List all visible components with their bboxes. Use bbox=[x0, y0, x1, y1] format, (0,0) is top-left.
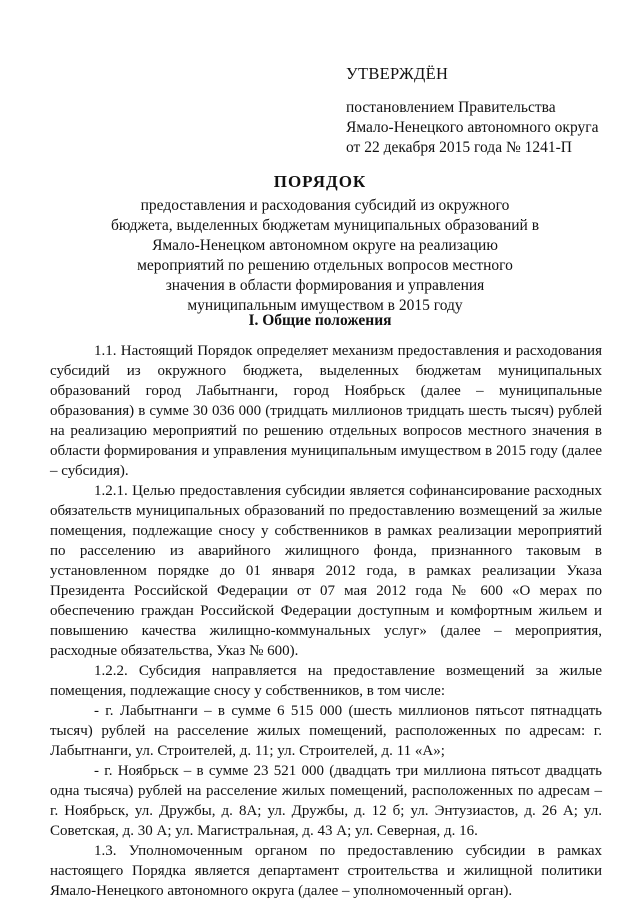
approval-stamp bbox=[346, 64, 616, 158]
paragraph-labytnangi: - г. Лабытнанги – в сумме 6 515 000 (шесть миллионов пятьсот пятнадцать тысяч) рублей на расселение жилых помещений, расположенных по адресам: г. Лабытнанги, ул. Строителей, д. 11; ул. Строителей, д. 11 «А»; bbox=[50, 703, 602, 759]
paragraph-1-3: 1.3. Уполномоченным органом по предоставлению субсидии в рамках настоящего Порядка является департамент строительства и жилищной политики Ямало-Ненецкого автономного округа (далее – уполномоченный орган). bbox=[50, 843, 602, 899]
paragraph-1-1: 1.1. Настоящий Порядок определяет механизм предоставления и расходования субсидий из окружного бюджета, выделенных бюджетам муниципальных образований город Лабытнанги, город Ноябрьск (далее – муниципальные образования) в сумме 30 036 000 (тридцать миллионов тридцать шесть тысяч) рублей на реализацию мероприятий по решению отдельных вопросов местного значения в области формирования и управления муниципальным имуществом в 2015 году (далее – субсидия). bbox=[50, 343, 602, 479]
section-title: I. Общие положения bbox=[248, 312, 392, 329]
document-subtitle: предоставления и расходования субсидий из окружного бюджета, выделенных бюджетам муниципальных образований в Ямало-Ненецком автономном округе на реализацию мероприятий по решению отдельных вопросов местного значения в области формирования и управления муниципальным имуществом в 2015 году bbox=[110, 197, 540, 314]
approval-line-1: постановлением Правительства bbox=[346, 99, 556, 116]
paragraph-noyabrsk: - г. Ноябрьск – в сумме 23 521 000 (двадцать три миллиона пятьсот двадцать одна тысяча) рублей на расселение жилых помещений, расположенных по адресам – г. Ноябрьск, ул. Дружбы, д. 8А; ул. Дружбы, д. 12 б; ул. Энтузиастов, д. 26 А; ул. Советская, д. 30 А; ул. Магистральная, д. 43 А; ул. Северная, д. 16. bbox=[50, 763, 602, 839]
approval-line-3: от 22 декабря 2015 года № 1241-П bbox=[346, 139, 572, 156]
document-title: ПОРЯДОК bbox=[273, 172, 367, 191]
document-body bbox=[50, 341, 602, 901]
paragraph-1-2-1: 1.2.1. Целью предоставления субсидии является софинансирование расходных обязательств муниципальных образований по предоставлению возмещений за жилые помещения, подлежащие сносу у собственников в рамках реализации мероприятий по расселению из аварийного жилищного фонда, признанного таковым в установленном порядке до 01 января 2012 года, в рамках реализации Указа Президента Российской Федерации от 07 мая 2012 года № 600 «О мерах по обеспечению граждан Российской Федерации доступным и комфортным жильем и повышению качества жилищно-коммунальных услуг» (далее – мероприятия, расходные обязательства, Указ № 600). bbox=[50, 483, 602, 659]
approval-heading: УТВЕРЖДЁН bbox=[346, 64, 449, 83]
approval-line-2: Ямало-Ненецкого автономного округа bbox=[346, 119, 599, 136]
paragraph-1-2-2: 1.2.2. Субсидия направляется на предоставление возмещений за жилые помещения, подлежащие сносу у собственников, в том числе: bbox=[50, 663, 602, 699]
